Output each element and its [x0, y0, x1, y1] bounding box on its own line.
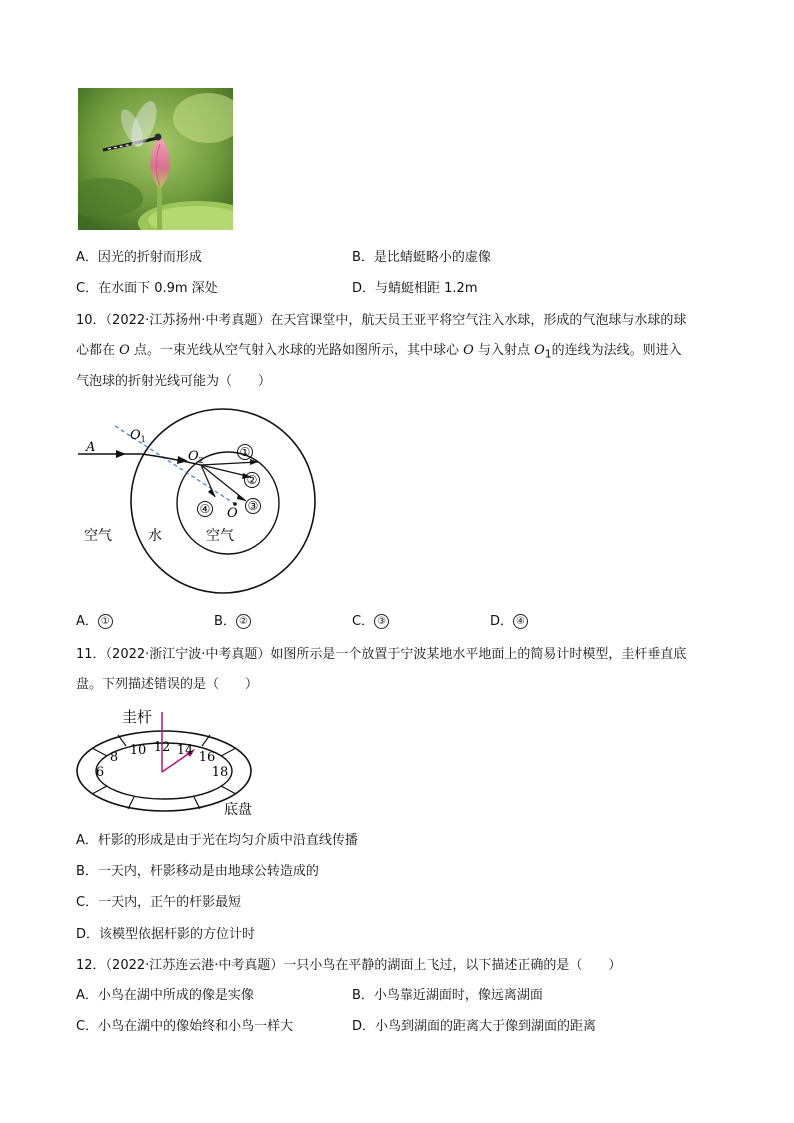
- q9-option-b: B．是比蜻蜓略小的虚像: [352, 250, 491, 265]
- hour-12: 12: [153, 740, 171, 755]
- q10-light-path-figure: [70, 402, 330, 600]
- label-a: A: [86, 440, 96, 455]
- q10-stem-line3: 气泡球的折射光线可能为（ ）: [76, 374, 272, 389]
- label-o: O: [227, 506, 238, 521]
- q10-stem-line2: 心都在 O 点。一束光线从空气射入水球的光路如图所示，其中球心 O 与入射点 $O_1$的连线为法线。则进入: [76, 343, 682, 361]
- circled-2: ②: [246, 473, 258, 487]
- label-pole: 圭杆: [122, 708, 153, 726]
- q10-option-a: A． ①: [76, 612, 113, 632]
- circled-1: ①: [239, 445, 251, 459]
- hour-14: 14: [176, 743, 194, 758]
- q9-option-d: D．与蜻蜓相距 1.2m: [352, 281, 478, 296]
- water-ball-circle: [131, 409, 315, 593]
- hour-18: 18: [211, 765, 229, 780]
- hour-10: 10: [129, 743, 147, 758]
- q12-option-c: C．小鸟在湖中的像始终和小鸟一样大: [76, 1019, 294, 1034]
- q12-option-d: D．小鸟到湖面的距离大于像到湖面的距离: [352, 1019, 597, 1034]
- circled-3: ③: [247, 499, 259, 513]
- dragonfly-lotus-photo: [78, 88, 233, 230]
- q11-option-d: D．该模型依据杆影的方位计时: [76, 927, 256, 942]
- q12-option-a: A．小鸟在湖中所成的像是实像: [76, 988, 254, 1003]
- label-base: 底盘: [224, 802, 252, 818]
- q12-stem-line1: 12．（2022·江苏连云港·中考真题）一只小鸟在平静的湖面上飞过，以下描述正确的是（ ）: [76, 958, 622, 973]
- ray-4: [201, 465, 215, 497]
- q11-option-c: C．一天内，正午的杆影最短: [76, 895, 242, 910]
- label-o1: $O_1$: [130, 428, 146, 444]
- q10-option-d: D． ④: [490, 612, 528, 632]
- q9-option-a: A．因光的折射而形成: [76, 250, 202, 265]
- label-water: 水: [148, 528, 162, 544]
- q10-option-c: C． ③: [352, 612, 389, 632]
- q11-option-a: A．杆影的形成是由于光在均匀介质中沿直线传播: [76, 833, 358, 848]
- q11-stem-line2: 盘。下列描述错误的是（ ）: [76, 677, 259, 692]
- ray-1: [201, 462, 258, 465]
- q9-option-c: C．在水面下 0.9m 深处: [76, 281, 218, 296]
- q11-sundial-figure: [74, 702, 274, 820]
- label-air-outer: 空气: [84, 528, 112, 544]
- hour-8: 8: [109, 750, 119, 765]
- hour-16: 16: [198, 750, 216, 765]
- q11-stem-line1: 11．（2022·浙江宁波·中考真题）如图所示是一个放置于宁波某地水平地面上的简易计时模型，圭杆垂直底: [76, 647, 687, 662]
- label-o2: $O_2$: [188, 449, 204, 465]
- hour-6: 6: [95, 765, 105, 780]
- q10-option-b: B． ②: [214, 612, 251, 632]
- q11-option-b: B．一天内，杆影移动是由地球公转造成的: [76, 864, 319, 879]
- label-air-inner: 空气: [206, 528, 234, 544]
- circled-4: ④: [199, 502, 211, 516]
- q12-option-b: B．小鸟靠近湖面时，像远离湖面: [352, 988, 543, 1003]
- q10-stem-line1: 10．（2022·江苏扬州·中考真题）在天宫课堂中，航天员王亚平将空气注入水球，形成的气泡球与水球的球: [76, 313, 687, 328]
